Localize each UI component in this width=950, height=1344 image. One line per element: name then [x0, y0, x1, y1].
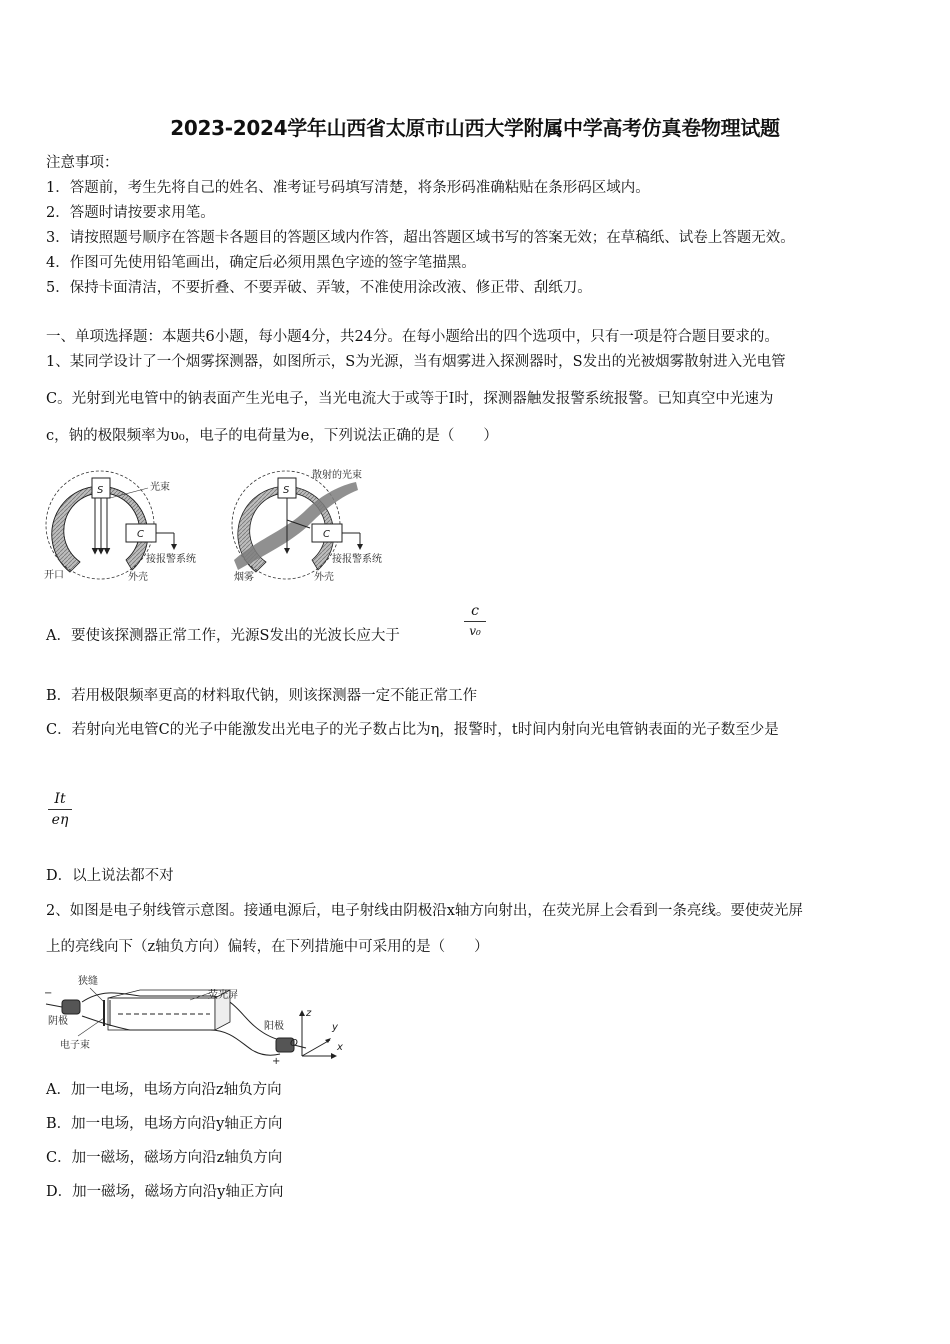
fraction-denominator: v₀	[469, 624, 481, 638]
fig2-anode-label: 阳极	[264, 1021, 284, 1032]
fraction-denominator: eη	[51, 812, 69, 828]
fraction-numerator: It	[48, 791, 72, 810]
smoke-detector-figure	[40, 460, 400, 590]
fig2-origin-label: O	[290, 1038, 298, 1049]
q1-option-c-fraction	[48, 791, 72, 828]
q2-option-a: A．加一电场，电场方向沿z轴负方向	[46, 1082, 282, 1098]
fig-right-smoke-label: 烟雾	[234, 572, 254, 583]
page-title: 2023-2024学年山西省太原市山西大学附属中学高考仿真卷物理试题	[170, 116, 780, 140]
fig-right-alarm-label: 接报警系统	[332, 554, 382, 565]
q1-stem-line: 1、某同学设计了一个烟雾探测器，如图所示，S为光源，当有烟雾进入探测器时，S发出的光被烟雾散射进入光电管	[46, 354, 786, 370]
fig2-beam-label: 电子束	[60, 1040, 90, 1051]
fig2-minus-label: −	[44, 988, 53, 999]
fig-left-beam-label: 光束	[150, 482, 170, 493]
q2-option-d: D．加一磁场，磁场方向沿y轴正方向	[46, 1184, 284, 1200]
q2-stem-line: 上的亮线向下（z轴负方向）偏转，在下列措施中可采用的是（ ）	[46, 939, 489, 955]
notice-item: 3．请按照题号顺序在答题卡各题目的答题区域内作答，超出答题区域书写的答案无效；在草稿纸、试卷上答题无效。	[46, 230, 795, 246]
cathode-ray-tube-figure	[40, 970, 350, 1065]
q1-stem-line: c，钠的极限频率为υ₀，电子的电荷量为e，下列说法正确的是（ ）	[46, 428, 498, 444]
notice-item: 5．保持卡面清洁，不要折叠、不要弄破、弄皱，不准使用涂改液、修正带、刮纸刀。	[46, 280, 592, 296]
fig-left-shell-label: 外壳	[128, 572, 148, 583]
section-heading: 一、单项选择题：本题共6小题，每小题4分，共24分。在每小题给出的四个选项中，只有一项是符合题目要求的。	[46, 329, 779, 345]
fig2-screen-label: 荧光屏	[208, 990, 238, 1001]
fig-left-alarm-label: 接报警系统	[146, 554, 196, 565]
fig-right-beam-label: 散射的光束	[312, 470, 362, 481]
q1-option-a-fraction	[464, 603, 486, 638]
fig2-cathode-label: 阴极	[48, 1016, 68, 1027]
q2-stem-line: 2、如图是电子射线管示意图。接通电源后，电子射线由阴极沿x轴方向射出，在荧光屏上会看到一条亮线。要使荧光屏	[46, 903, 803, 919]
notice-item: 2．答题时请按要求用笔。	[46, 205, 215, 221]
fig2-axis-z-label: z	[306, 1008, 312, 1019]
fig-right-shell-label: 外壳	[314, 572, 334, 583]
q1-stem-line: C。光射到光电管中的钠表面产生光电子，当光电流大于或等于I时，探测器触发报警系统报警。已知真空中光速为	[46, 391, 774, 407]
fig-right-tube-label: C	[323, 529, 330, 540]
q1-option-c: C．若射向光电管C的光子中能激发出光电子的光子数占比为η，报警时，t时间内射向光电管钠表面的光子数至少是	[46, 722, 779, 738]
fig2-axis-y-label: y	[332, 1022, 338, 1033]
fig-left-tube-label: C	[137, 529, 144, 540]
q2-option-b: B．加一电场，电场方向沿y轴正方向	[46, 1116, 283, 1132]
q1-option-a: A．要使该探测器正常工作，光源S发出的光波长应大于	[46, 628, 400, 644]
notice-heading: 注意事项：	[46, 155, 119, 171]
fig-left-source-label: S	[97, 485, 104, 496]
notice-item: 1．答题前，考生先将自己的姓名、准考证号码填写清楚，将条形码准确粘贴在条形码区域内。	[46, 180, 650, 196]
fig2-slit-label: 狭缝	[78, 976, 98, 987]
q2-option-c: C．加一磁场，磁场方向沿z轴负方向	[46, 1150, 283, 1166]
notice-item: 4．作图可先使用铅笔画出，确定后必须用黑色字迹的签字笔描黑。	[46, 255, 476, 271]
fig2-plus-label: +	[272, 1056, 281, 1065]
fig-left-opening-label: 开口	[44, 570, 64, 581]
fraction-numerator: c	[464, 603, 486, 622]
fig-right-source-label: S	[283, 485, 290, 496]
q1-option-d: D．以上说法都不对	[46, 868, 174, 884]
fig2-axis-x-label: x	[337, 1042, 343, 1053]
q1-option-b: B．若用极限频率更高的材料取代钠，则该探测器一定不能正常工作	[46, 688, 478, 704]
